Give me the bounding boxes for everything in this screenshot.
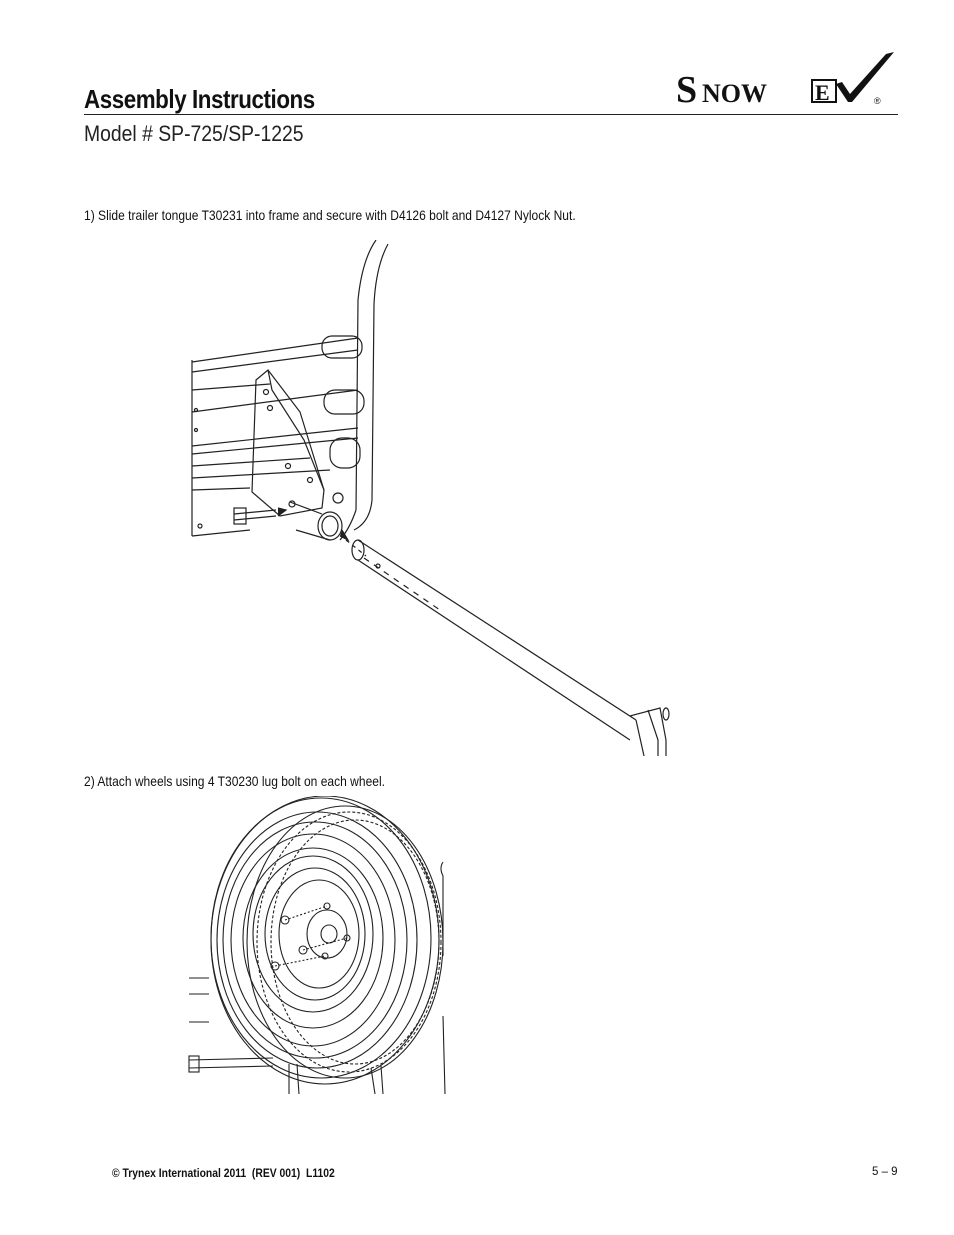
svg-text:E: E bbox=[815, 80, 830, 105]
step-2-instruction: 2) Attach wheels using 4 T30230 lug bolt on each wheel. bbox=[84, 773, 385, 789]
wheel-diagram bbox=[185, 796, 447, 1094]
step-1-instruction: 1) Slide trailer tongue T30231 into frame and secure with D4126 bolt and D4127 Nylock Nut. bbox=[84, 207, 576, 223]
copyright-notice: © Trynex International 2011 (REV 001) L1102 bbox=[112, 1168, 335, 1180]
svg-text:S: S bbox=[676, 69, 698, 110]
page-title: Assembly Instructions bbox=[84, 84, 315, 114]
svg-text:NOW: NOW bbox=[702, 79, 767, 108]
page-number: 5 – 9 bbox=[872, 1166, 898, 1178]
model-number: Model # SP-725/SP-1225 bbox=[84, 121, 304, 146]
snowex-logo bbox=[676, 50, 900, 110]
svg-text:®: ® bbox=[874, 96, 881, 106]
header-divider bbox=[84, 114, 898, 115]
trailer-tongue-diagram bbox=[190, 240, 670, 756]
